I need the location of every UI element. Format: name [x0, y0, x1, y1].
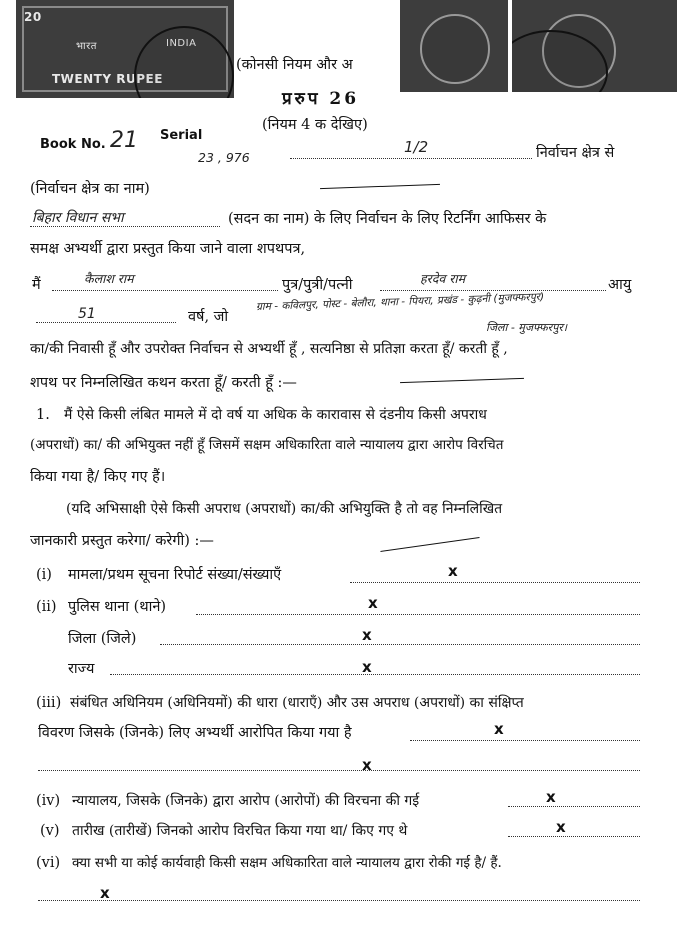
district-handwritten: जिला - मुजफ्फरपुर।: [486, 321, 567, 334]
book-number-label: Book No.: [40, 137, 106, 152]
item-v-label: तारीख (तारीखें) जिनको आरोप विरचित किया गया था/ किए गए थे: [72, 823, 408, 839]
item-iv-mark: x: [546, 788, 556, 806]
item-iv-number: (iv): [36, 793, 61, 809]
candidate-name-handwritten: कैलाश राम: [84, 271, 134, 286]
age-value-handwritten: 51: [78, 306, 96, 322]
item-iii-line2: विवरण जिसके (जिनके) लिए अभ्यर्थी आरोपित किया गया है: [38, 725, 352, 741]
item-state-mark: x: [362, 658, 372, 676]
constituency-name-label: (निर्वाचन क्षेत्र का नाम): [30, 181, 150, 197]
stamp-emblem-1: [420, 14, 490, 84]
item-iii-blank-2: [38, 770, 640, 771]
item-state-label: राज्य: [68, 661, 95, 677]
age-label: आयु: [608, 277, 632, 293]
father-name-handwritten: हरदेव राम: [420, 271, 466, 286]
stamp-denomination: 20: [24, 10, 42, 24]
item-iv-blank: [508, 806, 640, 807]
house-name-handwritten: बिहार विधान सभा: [32, 210, 124, 226]
header-title-fragment: (कोनसी नियम और अ: [236, 57, 353, 73]
handwritten-dash-3: [380, 537, 479, 552]
item-district-mark: x: [362, 626, 372, 644]
item-v-mark: x: [556, 818, 566, 836]
handwritten-dash-2: [400, 378, 524, 383]
if-line1: (यदि अभिसाक्षी ऐसे किसी अपराध (अपराधों) का/की अभियुक्ति है तो वह निम्नलिखित: [66, 501, 503, 517]
item-vi-mark: x: [100, 884, 110, 902]
item-district-blank: [160, 644, 640, 645]
point1-number: 1.: [36, 407, 50, 423]
item-i-mark: x: [448, 562, 458, 580]
item-vi-number: (vi): [36, 855, 61, 871]
candidate-name-blank: [52, 290, 278, 291]
serial-label: Serial: [160, 128, 203, 143]
stamp-value-text: TWENTY RUPEE: [52, 72, 163, 86]
item-iii-mark-2: x: [362, 756, 372, 774]
rule-reference: (नियम 4 क देखिए): [262, 117, 368, 133]
stamp-paper-right-2: [512, 0, 677, 92]
address-handwritten: ग्राम - कविलपुर, पोस्ट - बेलौरा, थाना - पियरा, प्रखंड - कुढ़नी (मुजफ्फरपुर): [255, 290, 545, 313]
item-iii-blank-1: [410, 740, 640, 741]
handwritten-reference: 23 , 976: [198, 150, 250, 165]
item-i-blank: [350, 582, 640, 583]
item-ii-mark: x: [368, 594, 378, 612]
years-label: वर्ष, जो: [188, 309, 229, 325]
relation-label: पुत्र/पुत्री/पत्नी: [282, 277, 353, 293]
item-ii-label: पुलिस थाना (थाने): [68, 599, 167, 615]
item-iii-line1: संबंधित अधिनियम (अधिनियमों) की धारा (धाराएँ) और उस अपराध (अपराधों) का संक्षिप्त: [70, 695, 524, 711]
item-i-label: मामला/प्रथम सूचना रिपोर्ट संख्या/संख्याएँ: [68, 567, 282, 583]
point1-line3: किया गया है/ किए गए हैं।: [30, 469, 166, 485]
age-blank: [36, 322, 176, 323]
stamp-paper-right-1: [400, 0, 508, 92]
page-fraction: 1/2: [404, 138, 429, 156]
affidavit-line: समक्ष अभ्यर्थी द्वारा प्रस्तुत किया जाने वाला शपथपत्र,: [30, 241, 306, 257]
book-number-value: 21: [110, 128, 138, 153]
point1-line2: (अपराधों) का/ की अभियुक्त नहीं हूँ जिसमें सक्षम अधिकारिता वाले न्यायालय द्वारा आरोप विरचित: [30, 437, 504, 453]
item-iii-mark: x: [494, 720, 504, 738]
item-i-number: (i): [36, 567, 52, 583]
item-ii-number: (ii): [36, 599, 57, 615]
stamp-india: INDIA: [166, 38, 197, 49]
resident-line: का/की निवासी हूँ और उपरोक्त निर्वाचन से अभ्यर्थी हूँ , सत्यनिष्ठा से प्रतिज्ञा करता हूँ/ करती हूँ ,: [30, 341, 508, 357]
handwritten-dash-1: [320, 184, 440, 189]
house-name-blank: [30, 226, 220, 227]
item-iii-number: (iii): [36, 695, 62, 711]
stamp-bharat: भारत: [76, 41, 97, 52]
house-line-text: (सदन का नाम) के लिए निर्वाचन के लिए रिटर्निंग आफिसर के: [228, 211, 547, 227]
item-state-blank: [110, 674, 640, 675]
constituency-tail-text: निर्वाचन क्षेत्र से: [536, 145, 615, 161]
item-vi-label: क्या सभी या कोई कार्यवाही किसी सक्षम अधिकारिता वाले न्यायालय द्वारा रोकी गई है/ हैं.: [72, 855, 502, 871]
item-ii-blank: [196, 614, 640, 615]
stamp-paper-left: [16, 0, 234, 98]
item-v-blank: [508, 836, 640, 837]
constituency-blank: [290, 158, 532, 159]
i-label: मैं: [32, 277, 41, 293]
form-number-heading: प्ररुप 26: [282, 89, 360, 109]
item-vi-blank: [38, 900, 640, 901]
item-iv-label: न्यायालय, जिसके (जिनके) द्वारा आरोप (आरोपों) की विरचना की गई: [72, 793, 420, 809]
point1-line1: मैं ऐसे किसी लंबित मामले में दो वर्ष या अधिक के कारावास से दंडनीय किसी अपराध: [64, 407, 487, 423]
oath-line: शपथ पर निम्नलिखित कथन करता हूँ/ करती हूँ :—: [30, 375, 297, 391]
if-line2: जानकारी प्रस्तुत करेगा/ करेगी) :—: [30, 533, 214, 549]
item-v-number: (v): [40, 823, 60, 839]
item-district-label: जिला (जिले): [68, 631, 137, 647]
